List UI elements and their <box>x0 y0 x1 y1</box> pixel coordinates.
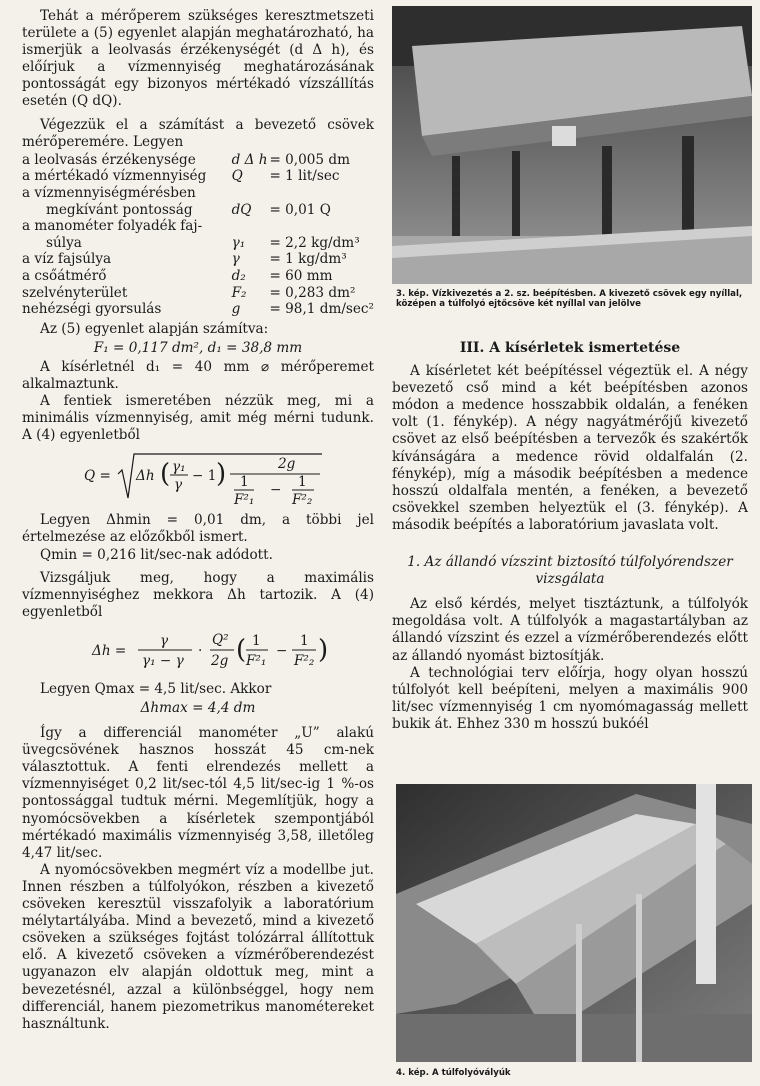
parameter-label: súlya <box>46 234 82 251</box>
paragraph: Az (5) egyenlet alapján számítva: <box>40 320 269 337</box>
paragraph: Az első kérdés, melyet tisztáztunk, a túlfolyók megoldása volt. A túlfolyók a magastartályban az állandó vízszint és ezzel a vízmérőberendezés előtt az állandó nyomást biztosítják. <box>392 596 748 664</box>
inner-den: F²₁ <box>234 492 255 509</box>
parameter-symbol: γ₁ <box>231 234 246 251</box>
formula-dh <box>22 625 374 677</box>
parameter-value: = 0,01 Q <box>269 201 331 218</box>
formula-den: γ <box>174 477 183 494</box>
parameter-label: a mértékadó vízmennyiség <box>22 168 207 185</box>
equation: F₁ = 0,117 dm², d₁ = 38,8 mm <box>93 339 303 356</box>
parameter-row <box>22 285 374 302</box>
parameter-row <box>22 235 374 252</box>
paragraph: A nyomócsövekben megmért víz a modellbe jut. Innen részben a túlfolyókon, részben a kivezető csöveken keresztül visszafolyik a laboratórium mélytartályába. Mind a bevezető, mind a kivezető csöveken a szükséges fojtást tolózárral állítottuk elő. A kivezető csöveken a vízmérőberendezést ugyanazon elv alapján oldottuk meg, mint a bevezetésnél, azzal a különbséggel, hogy nem differenciál, hanem piezometrikus manométereket használtunk. <box>22 861 374 1032</box>
parameter-symbol: g <box>231 301 241 318</box>
paragraph: A fentiek ismeretében nézzük meg, mi a minimális vízmennyiség, amit még mérni tudunk. A (4) egyenletből <box>22 393 374 444</box>
parameter-symbol: γ <box>231 251 240 268</box>
formula-den: γ₁ − γ <box>142 652 184 669</box>
parameter-label: a manométer folyadék faj- <box>22 218 203 235</box>
parameter-row <box>22 168 374 185</box>
parameter-value <box>269 218 374 235</box>
paren-close: ) <box>318 634 329 665</box>
right-column <box>392 340 748 733</box>
inner-num: 1 <box>298 474 307 491</box>
formula-2g: 2g <box>278 456 296 473</box>
parameter-row <box>22 268 374 285</box>
parameter-symbol <box>232 218 270 235</box>
caption-photo-4: 4. kép. A túlfolyóvályúk <box>396 1068 511 1078</box>
parameter-label: a víz fajsúlya <box>22 251 112 268</box>
parameter-row <box>22 301 374 318</box>
paragraph: Tehát a mérőperem szükséges keresztmetszeti területe a (5) egyenlet alapján meghatározható, ha ismerjük a leolvasás érzékenységét (d Δ h), és előírjuk a vízmennyiség meghatározásának pontosságát egy bizonyos mértékadó vízszállítás esetén (Q dQ). <box>22 8 374 110</box>
parameter-row <box>22 202 374 219</box>
formula-num: γ₁ <box>172 459 186 476</box>
formula-lhs: Q = <box>84 468 111 485</box>
parameter-value: = 60 mm <box>269 267 333 284</box>
paragraph: Így a differenciál manométer „U” alakú üvegcsövének hasznos hosszát 45 cm-nek választottuk. A fenti elrendezés mellett a vízmennyiséget 0,2 lit/sec-tól 4,5 lit/sec-ig 1 %-os pontossággal tudtuk mérni. Megemlítjük, hogy a nyomócsövekben a kísérletek szempontjából mértékadó maximális vízmennyiség 3,58, illetőleg 4,47 lit/sec. <box>22 725 374 861</box>
paragraph: Legyen Δhmin = 0,01 dm, a többi jel értelmezése az előzőkből ismert. <box>22 512 374 546</box>
section-title: III. A kísérletek ismertetése <box>459 340 681 356</box>
formula-dot: · <box>198 642 203 659</box>
parameter-row <box>22 152 374 169</box>
parameter-symbol: Q <box>231 168 243 185</box>
parameter-value: = 98,1 dm/sec² <box>269 301 374 318</box>
parameter-label: szelvényterület <box>22 284 128 301</box>
equation: Δhmax = 4,4 dm <box>140 700 256 716</box>
photo-4-image <box>396 784 752 1062</box>
paren-open: ( <box>236 634 247 665</box>
parameter-symbol: dQ <box>231 201 252 218</box>
parameter-symbol: d Δ h <box>231 151 268 168</box>
paren-open: ( <box>160 459 171 490</box>
parameter-label: a leolvasás érzékenysége <box>22 151 196 168</box>
inner-den: F²₁ <box>246 652 267 669</box>
formula-minus: − <box>270 482 282 499</box>
parameter-value: = 0,005 dm <box>269 151 350 168</box>
parameter-value: = 1 lit/sec <box>269 168 340 185</box>
paragraph: Qmin = 0,216 lit/sec-nak adódott. <box>40 546 273 563</box>
inner-num: 1 <box>252 632 261 649</box>
formula-lhs: Δh = <box>92 642 127 659</box>
formula-minus: − 1 <box>192 468 217 485</box>
parameter-value: = 2,2 kg/dm³ <box>269 234 360 251</box>
parameter-label: megkívánt pontosság <box>46 201 193 218</box>
formula-num: Q² <box>212 631 229 648</box>
photo-3-image <box>392 6 752 284</box>
parameter-symbol: F₂ <box>231 284 247 301</box>
formula-num: γ <box>160 632 169 649</box>
paragraph: Végezzük el a számítást a bevezető csövek mérőperemére. Legyen <box>22 116 374 150</box>
parameter-value: = 0,283 dm² <box>269 284 356 301</box>
inner-den: F²₂ <box>294 652 315 669</box>
parameter-table <box>22 152 374 318</box>
parameter-symbol <box>232 185 270 202</box>
subsection-title: 1. Az állandó vízszint biztosító túlfolyórendszer vizsgálata <box>407 554 733 588</box>
inner-num: 1 <box>300 632 309 649</box>
parameter-label: a vízmennyiségmérésben <box>22 184 196 201</box>
formula-q <box>22 448 374 508</box>
paragraph: A technológiai terv előírja, hogy olyan hosszú túlfolyót kell beépíteni, melyen a maximális 900 lit/sec vízmennyiség 1 cm nyomómagasság mellett bukik át. Ehhez 330 m hosszú bukóél <box>392 664 748 732</box>
parameter-row <box>22 218 374 235</box>
paragraph: Legyen Qmax = 4,5 lit/sec. Akkor <box>40 680 272 697</box>
formula-dh-graphic <box>22 625 374 677</box>
inner-num: 1 <box>240 474 249 491</box>
parameter-label: nehézségi gyorsulás <box>22 301 162 318</box>
formula-minus: − <box>276 642 288 659</box>
paren-close: ) <box>216 459 227 490</box>
left-column <box>22 8 374 1033</box>
parameter-symbol: d₂ <box>231 267 246 284</box>
formula-den: 2g <box>211 652 229 669</box>
paragraph: A kísérletet két beépítéssel végeztük el. A négy bevezető cső mind a két beépítésben azonos módon a medence hosszabbik oldalán, a fenéken volt (1. fénykép). A négy nagyátmérőjű kivezető csövet az első beépítésben a tervezők és szakértők kívánságára a medence rövid oldalfalán (2. fénykép), míg a második beépítésben a medence hosszú oldalfala mentén, a fenéken, a bevezető csövekkel szemben helyeztük el (3. fénykép). A második beépítés a laboratórium javaslata volt. <box>392 363 748 533</box>
paragraph: Vizsgáljuk meg, hogy a maximális vízmennyiséghez mekkora Δh tartozik. A (4) egyenletből <box>22 569 374 620</box>
paragraph: A kísérletnél d₁ = 40 mm ⌀ mérőperemet alkalmaztunk. <box>22 358 374 392</box>
photo-4 <box>396 784 752 1062</box>
parameter-row <box>22 185 374 202</box>
caption-photo-3: 3. kép. Vízkivezetés a 2. sz. beépítésben. A kivezető csövek egy nyíllal, középen a túlfolyó ejtőcsöve két nyíllal van jelölve <box>396 289 743 309</box>
parameter-label: a csőátmérő <box>22 267 107 284</box>
formula-dh: Δh <box>136 468 155 485</box>
inner-den: F²₂ <box>292 492 313 509</box>
photo-3 <box>392 6 752 284</box>
parameter-value <box>269 185 374 202</box>
parameter-value: = 1 kg/dm³ <box>269 251 347 268</box>
parameter-row <box>22 251 374 268</box>
formula-q-graphic <box>22 448 374 508</box>
